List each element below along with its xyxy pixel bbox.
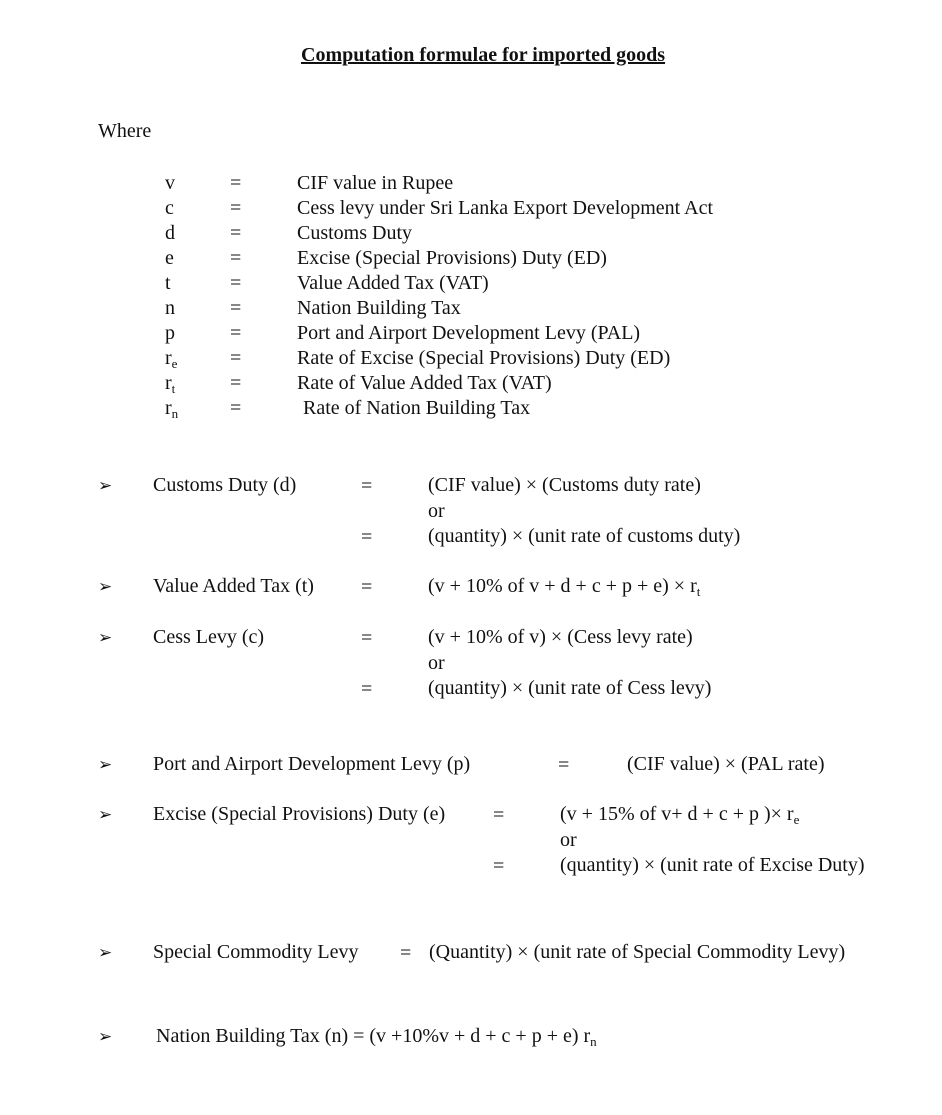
def-equals: = (230, 322, 242, 344)
def-equals: = (230, 247, 242, 269)
formula-equals: = (493, 855, 505, 877)
or-text: or (428, 652, 445, 674)
def-desc-p: Port and Airport Development Levy (PAL) (297, 322, 641, 344)
formula-expression: (CIF value) × (Customs duty rate) (428, 474, 701, 496)
formula-expression: (Quantity) × (unit rate of Special Commodity Levy) (429, 941, 846, 963)
def-symbol-c: c (165, 197, 174, 219)
formula-expression: (quantity) × (unit rate of Cess levy) (428, 677, 712, 699)
or-text: or (560, 829, 577, 851)
def-symbol-p: p (165, 322, 175, 344)
def-symbol-t: t (165, 272, 171, 294)
def-desc-n: Nation Building Tax (297, 297, 461, 319)
bullet-arrow-icon: ➢ (98, 755, 113, 774)
bullet-arrow-icon: ➢ (98, 943, 113, 962)
formula-equals: = (400, 942, 412, 964)
page-title: Computation formulae for imported goods (301, 44, 666, 66)
formula-equals: = (558, 754, 570, 776)
formula-expression: (CIF value) × (PAL rate) (627, 753, 825, 775)
bullet-arrow-icon: ➢ (98, 476, 113, 495)
def-symbol-rn: $r_n$ (165, 397, 179, 421)
bullet-arrow-icon: ➢ (98, 628, 113, 647)
formula-expression: (quantity) × (unit rate of customs duty) (428, 525, 741, 547)
formula-expression: (quantity) × (unit rate of Excise Duty) (560, 854, 865, 876)
def-equals: = (230, 397, 242, 419)
bullet-arrow-icon: ➢ (98, 805, 113, 824)
def-equals: = (230, 272, 242, 294)
formula-label: Special Commodity Levy (153, 941, 359, 963)
def-symbol-re: $r_e$ (165, 347, 178, 371)
formula-label: Value Added Tax (t) (153, 575, 314, 597)
def-equals: = (230, 297, 242, 319)
formula-text: Nation Building Tax (n) = (v +10%v + d + c + p + e) $r_n$ (156, 1025, 597, 1049)
def-symbol-rt: $r_t$ (165, 372, 176, 396)
def-symbol-e: e (165, 247, 174, 269)
def-equals: = (230, 172, 242, 194)
formula-expression: (v + 15% of v+ d + c + p )× $r_e$ (560, 803, 800, 827)
def-desc-c: Cess levy under Sri Lanka Export Development Act (297, 197, 714, 219)
formula-equals: = (361, 678, 373, 700)
or-text: or (428, 500, 445, 522)
def-desc-rn: Rate of Nation Building Tax (303, 397, 531, 419)
bullet-arrow-icon: ➢ (98, 577, 113, 596)
bullet-arrow-icon: ➢ (98, 1027, 113, 1046)
formula-equals: = (361, 526, 373, 548)
def-desc-t: Value Added Tax (VAT) (297, 272, 489, 294)
formula-equals: = (361, 627, 373, 649)
where-label: Where (98, 120, 152, 142)
def-desc-rt: Rate of Value Added Tax (VAT) (297, 372, 552, 394)
formula-equals: = (493, 804, 505, 826)
formula-label: Cess Levy (c) (153, 626, 265, 648)
formula-expression: (v + 10% of $v + d + c + p + e) \times r_t$ (428, 575, 701, 599)
def-desc-re: Rate of Excise (Special Provisions) Duty (ED) (297, 347, 671, 369)
formula-label: Excise (Special Provisions) Duty (e) (153, 803, 446, 825)
def-desc-d: Customs Duty (297, 222, 413, 244)
def-equals: = (230, 372, 242, 394)
formula-equals: = (361, 576, 373, 598)
formula-label: Customs Duty (d) (153, 474, 297, 496)
def-symbol-v: v (165, 172, 175, 194)
def-desc-v: CIF value in Rupee (297, 172, 454, 194)
def-symbol-d: d (165, 222, 175, 244)
def-equals: = (230, 197, 242, 219)
formula-expression: (v + 10% of v) × (Cess levy rate) (428, 626, 693, 648)
def-desc-e: Excise (Special Provisions) Duty (ED) (297, 247, 607, 269)
def-equals: = (230, 222, 242, 244)
formula-equals: = (361, 475, 373, 497)
formula-label: Port and Airport Development Levy (p) (153, 753, 471, 775)
def-symbol-n: n (165, 297, 175, 319)
def-equals: = (230, 347, 242, 369)
